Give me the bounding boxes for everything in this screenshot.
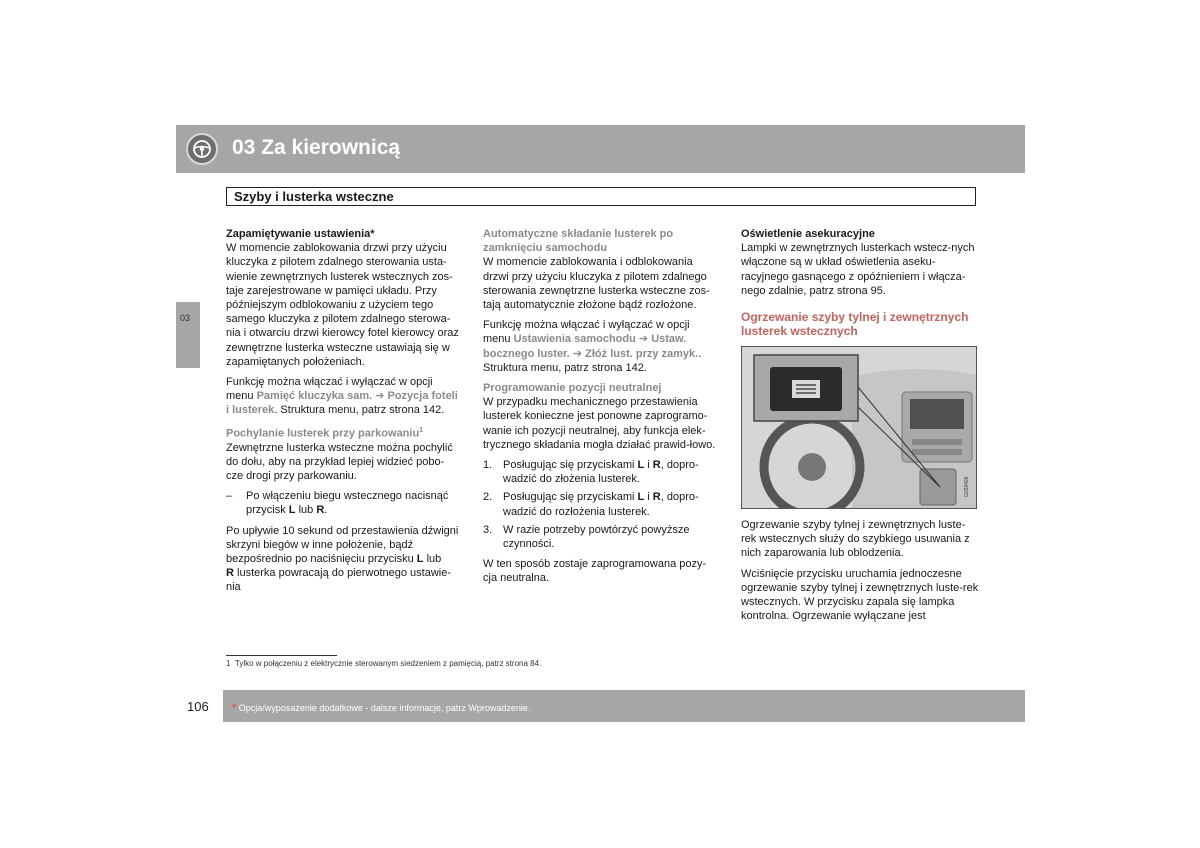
text: i	[644, 459, 653, 472]
list-number: 3.	[483, 523, 493, 536]
text: lub	[295, 504, 317, 517]
paragraph-menu	[226, 375, 461, 418]
text: , dopro-wadzić do złożenia lusterek.	[503, 459, 699, 486]
key-label: R	[652, 491, 661, 504]
text: i	[644, 491, 653, 504]
text: Funkcję można włączać i wyłączać w opcji menu	[483, 319, 690, 346]
heading-lighting: Oświetlenie asekuracyjne	[741, 228, 875, 240]
column-3-continued	[741, 518, 979, 629]
heading-tilt	[226, 424, 461, 441]
asterisk-icon: *	[232, 702, 237, 714]
key-label: R	[226, 567, 234, 580]
section-heading-box	[226, 187, 976, 206]
paragraph-menu	[483, 318, 718, 375]
paragraph	[226, 524, 461, 595]
footnote-number: 1	[226, 659, 231, 668]
key-label: L	[416, 552, 424, 565]
list-number: 1.	[483, 459, 493, 472]
menu-path: Pamięć kluczyka sam.	[256, 390, 373, 403]
chapter-title: 03 Za kierownicą	[232, 136, 401, 159]
text: Posługując się przyciskami	[503, 491, 638, 504]
menu-path: Pozycja foteli i lusterek	[226, 390, 458, 417]
text: . Struktura menu, patrz strona 142.	[274, 404, 445, 417]
steering-wheel-icon	[186, 133, 218, 165]
menu-path: Ustaw. bocznego luster.	[483, 333, 687, 360]
text: . Struktura menu, patrz strona 142.	[483, 347, 702, 374]
footnote-divider	[226, 655, 337, 656]
key-label: R	[316, 504, 325, 517]
paragraph: Ogrzewanie szyby tylnej i zewnętrznych luste-rek wstecznych służy do szybkiego usuwania z nich zaparowania lub oblodzenia.	[741, 519, 970, 560]
column-2	[483, 227, 718, 592]
list-number: 2.	[483, 491, 493, 504]
text: Posługując się przyciskami	[503, 459, 638, 472]
key-label: R	[652, 459, 661, 472]
text: Pochylanie lusterek przy parkowaniu	[226, 427, 420, 440]
key-label: L	[288, 504, 296, 517]
list-item	[226, 489, 461, 517]
arrow-right-icon: ➔	[638, 333, 649, 346]
footer-text: Opcja/wyposażenie dodatkowe - dalsze informacje, patrz Wprowadzenie.	[238, 703, 531, 713]
arrow-right-icon: ➔	[375, 390, 385, 403]
text: , dopro-wadzić do rozłożenia lusterek.	[503, 491, 699, 518]
menu-path: Ustawienia samochodu	[513, 333, 636, 346]
section-title: Szyby i lusterka wsteczne	[234, 189, 394, 204]
text: lusterka powracają do pierwotnego ustawie-nia	[226, 567, 452, 594]
paragraph: Wciśnięcie przycisku uruchamia jednoczesne ogrzewanie szyby tylnej i zewnętrznych luste-rek wstecznych. W przycisku zapala się lampka kontrolna. Ogrzewanie wyłączane jest	[741, 567, 979, 623]
dash-bullet: –	[226, 490, 233, 503]
heading-neutral: Programowanie pozycji neutralnej	[483, 382, 662, 395]
paragraph: W momencie zablokowania drzwi przy użyciu kluczyka z pilotem zdalnego sterowania usta-wienie zewnętrznych lusterek wstecznych zos-taje zarejestrowane w pamięci układu. Przy późniejszym odblokowaniu z użyciem tego samego kluczyka z pilotem zdalnego sterowa-nia i otwarciu drzwi kierowcy fotel kierowcy oraz zewnętrzne lusterka wsteczne ustawiają się w zapamiętanych położeniach.	[226, 242, 459, 368]
arrow-right-icon: ➔	[572, 347, 583, 360]
text: .	[324, 504, 328, 517]
paragraph: W ten sposób zostaje zaprogramowana pozy-cja neutralna.	[483, 558, 707, 585]
key-label: L	[637, 459, 645, 472]
side-tab-label: 03	[180, 313, 191, 323]
numbered-list	[483, 458, 718, 551]
page-number: 106	[187, 699, 209, 714]
chapter-side-tab	[176, 302, 200, 368]
list-item	[483, 490, 718, 518]
column-3	[741, 227, 979, 338]
dashboard-figure	[741, 346, 977, 509]
heading-heating: Ogrzewanie szyby tylnej i zewnętrznych lusterek wstecznych	[741, 310, 969, 339]
menu-path: Złóż lust. przy zamyk.	[585, 347, 699, 360]
footer-note	[232, 702, 530, 714]
paragraph: Lampki w zewnętrznych lusterkach wstecz-nych włączone są w układ oświetlenia aseku-racyjnego gasnącego z opóźnieniem i włącza-nego zdalnie, patrz strona 95.	[741, 242, 975, 297]
text: Po włączeniu biegu wstecznego nacisnąć przycisk	[246, 490, 449, 517]
column-1	[226, 227, 461, 601]
list-item	[483, 523, 718, 551]
heading-auto-fold: Automatyczne składanie lusterek po zamknięciu samochodu	[483, 228, 674, 255]
dashboard-illustration	[742, 347, 977, 509]
text: Po upływie 10 sekund od przestawienia dźwigni skrzyni biegów w inne położenie, bądź bezpośrednio po naciśnięciu przycisku	[226, 524, 459, 565]
footnote	[226, 659, 541, 668]
paragraph: W momencie zablokowania i odblokowania drzwi przy użyciu kluczyka z pilotem zdalnego sterowania zewnętrzne lusterka wsteczne zos-tają automatycznie złożone bądź rozłożone.	[483, 256, 710, 312]
text: W razie potrzeby powtórzyć powyższe czynności.	[503, 523, 690, 551]
footnote-ref: 1	[419, 426, 424, 434]
figure-code: G020426	[964, 476, 970, 497]
list-item	[483, 458, 718, 486]
key-label: L	[637, 491, 645, 504]
paragraph: W przypadku mechanicznego przestawienia lusterek konieczne jest ponowne zaprogramo-wanie ich pozycji neutralnej, aby funkcja elek-trycznego składania mogła działać prawid-łowo.	[483, 396, 716, 451]
paragraph: Zewnętrzne lusterka wsteczne można pochylić do dołu, aby na przykład lepiej widzieć pobo-cze drogi przy parkowaniu.	[226, 441, 453, 482]
text: Funkcję można włączać i wyłączać w opcji menu	[226, 376, 433, 403]
text: lub	[423, 552, 442, 565]
heading-memory: Zapamiętywanie ustawienia*	[226, 228, 375, 240]
footnote-text: Tylko w połączeniu z elektrycznie sterowanym siedzeniem z pamięcią, patrz strona 84.	[234, 659, 542, 668]
